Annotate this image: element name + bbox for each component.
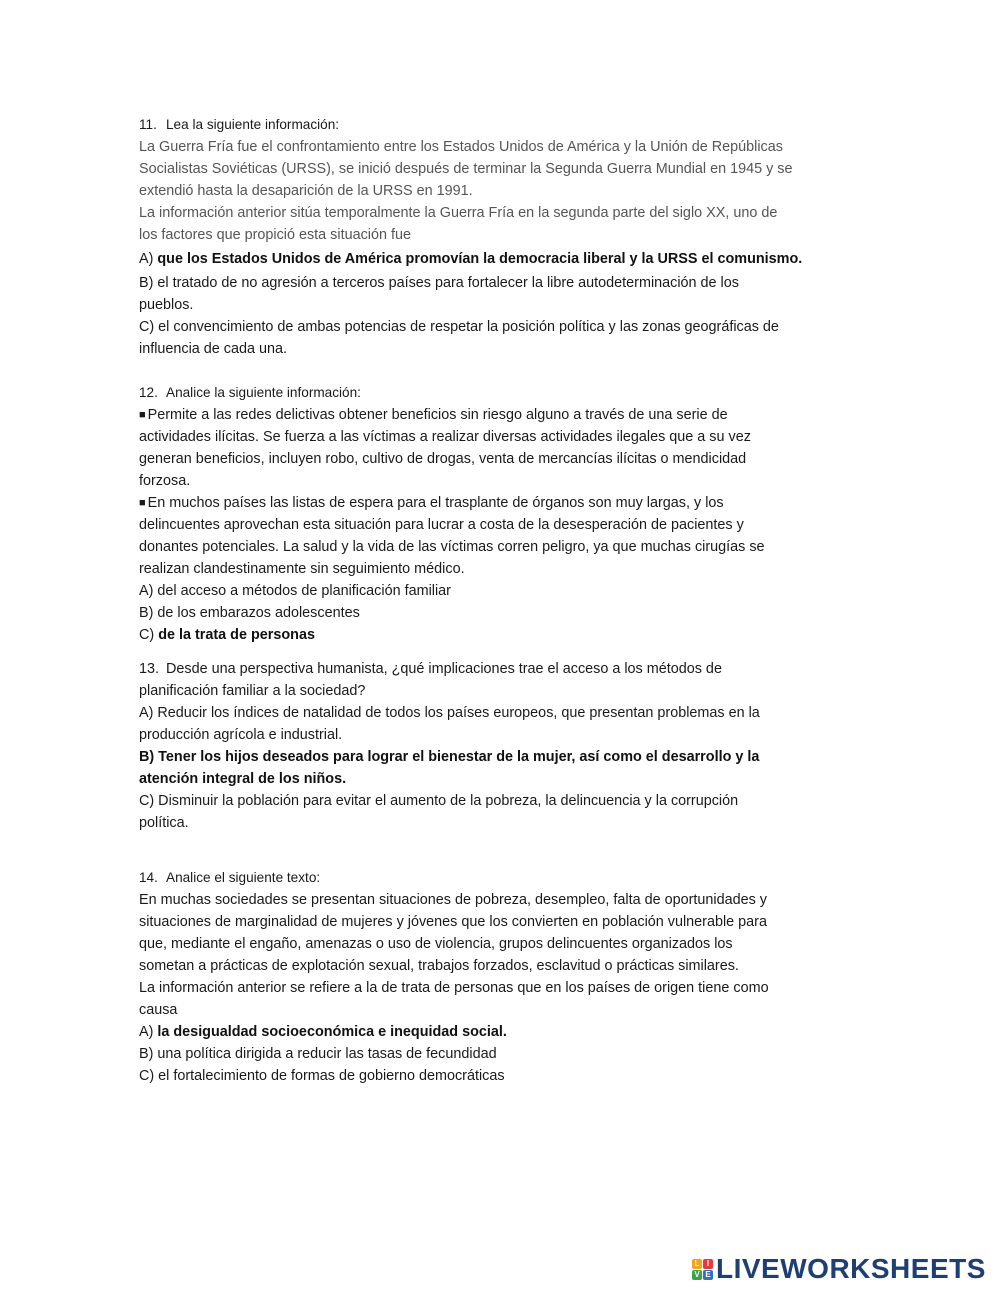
option-c-cont: política. (139, 815, 189, 831)
question-13-prompt (139, 658, 861, 680)
question-14 (139, 867, 861, 1087)
question-number: 11. (139, 117, 157, 132)
logo-icon-letter: I (703, 1259, 713, 1269)
question-12-prompt (139, 382, 861, 404)
paragraph: los factores que propició esta situación fue (139, 227, 411, 243)
question-number: 12. (139, 385, 158, 400)
option-c[interactable]: C) el fortalecimiento de formas de gobierno democráticas (139, 1068, 505, 1084)
bullet-paragraph (139, 492, 861, 514)
option-b[interactable]: B) el tratado de no agresión a terceros países para fortalecer la libre autodeterminación de los (139, 275, 739, 291)
logo-icon-letter: E (703, 1270, 713, 1280)
paragraph: causa (139, 1002, 178, 1018)
bullet-paragraph (139, 404, 861, 426)
option-c-text-bold: de la trata de personas (158, 627, 315, 643)
question-11-prompt (139, 114, 861, 136)
option-b-cont: pueblos. (139, 297, 194, 313)
paragraph: Socialistas Soviéticas (URSS), se inició después de terminar la Segunda Guerra Mundial en 1945 y se (139, 161, 793, 177)
square-bullet-icon: ■ (139, 409, 146, 421)
option-b-cont (139, 768, 861, 790)
option-c-cont: influencia de cada una. (139, 341, 288, 357)
paragraph: donantes potenciales. La salud y la vida de las víctimas corren peligro, ya que muchas cirugías se (139, 539, 765, 555)
logo-text: LIVEWORKSHEETS (716, 1253, 986, 1284)
paragraph: generan beneficios, incluyen robo, cultivo de drogas, venta de mercancías ilícitas o mendicidad (139, 451, 747, 467)
paragraph: La información anterior sitúa temporalmente la Guerra Fría en la segunda parte del siglo XX, uno de (139, 205, 778, 221)
option-a[interactable]: A) Reducir los índices de natalidad de todos los países europeos, que presentan problemas en la (139, 705, 760, 721)
paragraph: actividades ilícitas. Se fuerza a las víctimas a realizar diversas actividades ilegales que a su vez (139, 429, 751, 445)
logo-icon-letter: L (692, 1259, 702, 1269)
paragraph: forzosa. (139, 473, 191, 489)
option-a-cont: producción agrícola e industrial. (139, 727, 343, 743)
paragraph: que, mediante el engaño, amenazas o uso de violencia, grupos delincuentes organizados los (139, 936, 733, 952)
option-a-text-bold: que los Estados Unidos de América promovían la democracia liberal y la URSS el comunismo. (157, 251, 803, 267)
option-b[interactable] (139, 746, 861, 768)
liveworksheets-logo[interactable] (692, 1254, 986, 1284)
option-a[interactable]: A) del acceso a métodos de planificación familiar (139, 583, 451, 599)
prompt-text: Analice la siguiente información: (166, 385, 361, 400)
prompt-text: Analice el siguiente texto: (166, 870, 321, 885)
paragraph: sometan a prácticas de explotación sexual, trabajos forzados, esclavitud o prácticas similares. (139, 958, 739, 974)
option-label: C) (139, 627, 155, 643)
option-a-text-bold: la desigualdad socioeconómica e inequidad social. (157, 1024, 507, 1040)
option-b-text-bold: B) Tener los hijos deseados para lograr el bienestar de la mujer, así como el desarrollo y la (139, 749, 760, 765)
paragraph: delincuentes aprovechan esta situación para lucrar a costa de la desesperación de pacientes y (139, 517, 744, 533)
option-b[interactable]: B) de los embarazos adolescentes (139, 605, 360, 621)
paragraph: En muchas sociedades se presentan situaciones de pobreza, desempleo, falta de oportunidades y (139, 892, 767, 908)
worksheet-page (139, 114, 861, 1087)
question-13 (139, 658, 861, 834)
option-c[interactable]: C) Disminuir la población para evitar el aumento de la pobreza, la delincuencia y la corrupción (139, 793, 739, 809)
prompt-text: Desde una perspectiva humanista, ¿qué implicaciones trae el acceso a los métodos de (166, 661, 722, 677)
paragraph: situaciones de marginalidad de mujeres y jóvenes que los convierten en población vulnerable para (139, 914, 767, 930)
square-bullet-icon: ■ (139, 497, 146, 509)
paragraph: realizan clandestinamente sin seguimiento médico. (139, 561, 465, 577)
liveworksheets-logo-icon (692, 1259, 713, 1280)
question-14-prompt (139, 867, 861, 889)
option-label: A) (139, 1024, 154, 1040)
option-a[interactable] (139, 1021, 861, 1043)
paragraph: extendió hasta la desaparición de la URSS en 1991. (139, 183, 473, 199)
prompt-cont: planificación familiar a la sociedad? (139, 683, 366, 699)
option-b[interactable]: B) una política dirigida a reducir las tasas de fecundidad (139, 1046, 497, 1062)
option-b-text-bold: atención integral de los niños. (139, 771, 347, 787)
text: En muchos países las listas de espera para el trasplante de órganos son muy largas, y los (147, 495, 724, 511)
logo-icon-letter: V (692, 1270, 702, 1280)
option-label: A) (139, 251, 154, 267)
option-c[interactable] (139, 624, 861, 646)
question-number: 13. (139, 661, 160, 677)
question-number: 14. (139, 870, 158, 885)
text: Permite a las redes delictivas obtener beneficios sin riesgo alguno a través de una serie de (147, 407, 728, 423)
paragraph: La Guerra Fría fue el confrontamiento entre los Estados Unidos de América y la Unión de Repúblicas (139, 139, 783, 155)
question-11 (139, 114, 861, 360)
paragraph: La información anterior se refiere a la de trata de personas que en los países de origen tiene como (139, 980, 769, 996)
option-c[interactable]: C) el convencimiento de ambas potencias de respetar la posición política y las zonas geográficas de (139, 319, 779, 335)
question-12 (139, 382, 861, 646)
option-a[interactable] (139, 248, 861, 270)
prompt-text: Lea la siguiente información: (166, 117, 340, 132)
